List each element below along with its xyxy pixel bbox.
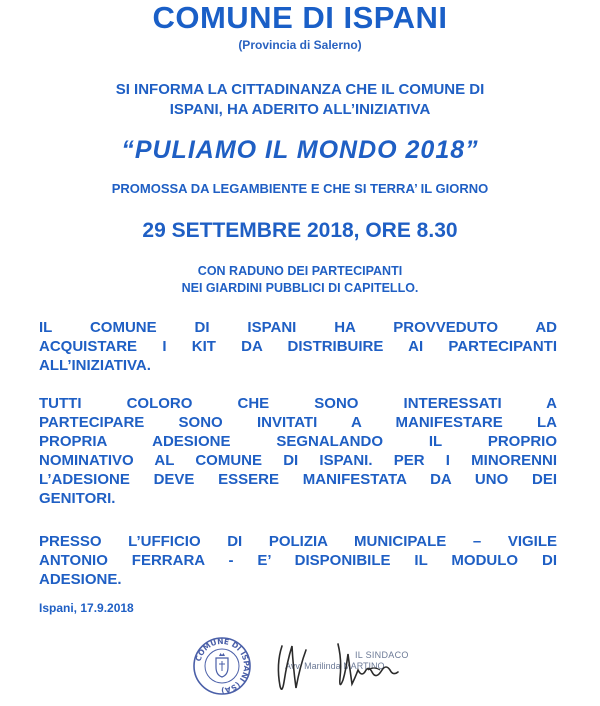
mayor-name-label: Avv. Marilinda MARTINO: [285, 661, 385, 671]
handwritten-signature: [260, 640, 420, 700]
place-date: Ispani, 17.9.2018: [39, 601, 134, 615]
paragraph-line: PRESSO L’UFFICIO DI POLIZIA MUNICIPALE – VIGILE: [39, 533, 557, 550]
event-date: 29 SETTEMBRE 2018, ORE 8.30: [142, 219, 458, 242]
meeting-line: CON RADUNO DEI PARTECIPANTI: [197, 264, 403, 278]
paragraph-line: PROPRIA ADESIONE SEGNALANDO IL PROPRIO: [39, 433, 557, 450]
paragraph-line: GENITORI.: [39, 490, 116, 507]
paragraph-line: ACQUISTARE I KIT DA DISTRIBUIRE AI PARTECIPANTI: [39, 338, 557, 355]
event-name: “PULIAMO IL MONDO 2018”: [121, 136, 479, 164]
paragraph-line: NOMINATIVO AL COMUNE DI ISPANI. PER I MINORENNI: [39, 452, 557, 469]
paragraph-line: ADESIONE.: [39, 571, 122, 588]
province-subtitle: (Provincia di Salerno): [238, 38, 362, 52]
paragraph-line: ALL’INIZIATIVA.: [39, 357, 151, 374]
municipal-seal-stamp: [192, 636, 252, 696]
info-text: [40, 80, 560, 120]
paragraph-form: [39, 532, 557, 589]
svg-text:COMUNE DI ISPANI (SA): COMUNE DI ISPANI (SA): [193, 636, 252, 696]
paragraph-line: TUTTI COLORO CHE SONO INTERESSATI A: [39, 395, 557, 412]
paragraph-line: IL COMUNE DI ISPANI HA PROVVEDUTO AD: [39, 319, 557, 336]
paragraph-line: L’ADESIONE DEVE ESSERE MANIFESTATA DA UNO DEI: [39, 471, 557, 488]
mayor-role-label: IL SINDACO: [355, 650, 409, 660]
paragraph-participation: [39, 394, 557, 508]
info-line: SI INFORMA LA CITTADINANZA CHE IL COMUNE DI: [115, 81, 485, 98]
meeting-line: NEI GIARDINI PUBBLICI DI CAPITELLO.: [181, 281, 419, 295]
paragraph-line: ANTONIO FERRARA - E’ DISPONIBILE IL MODULO DI: [39, 552, 557, 569]
promo-text: PROMOSSA DA LEGAMBIENTE E CHE SI TERRA’ IL GIORNO: [111, 181, 489, 196]
municipality-title: COMUNE DI ISPANI: [152, 0, 448, 35]
paragraph-line: PARTECIPARE SONO INVITATI A MANIFESTARE LA: [39, 414, 557, 431]
paragraph-kits: [39, 318, 557, 375]
meeting-info: [0, 263, 600, 297]
info-line: ISPANI, HA ADERITO ALL’INIZIATIVA: [169, 101, 431, 118]
